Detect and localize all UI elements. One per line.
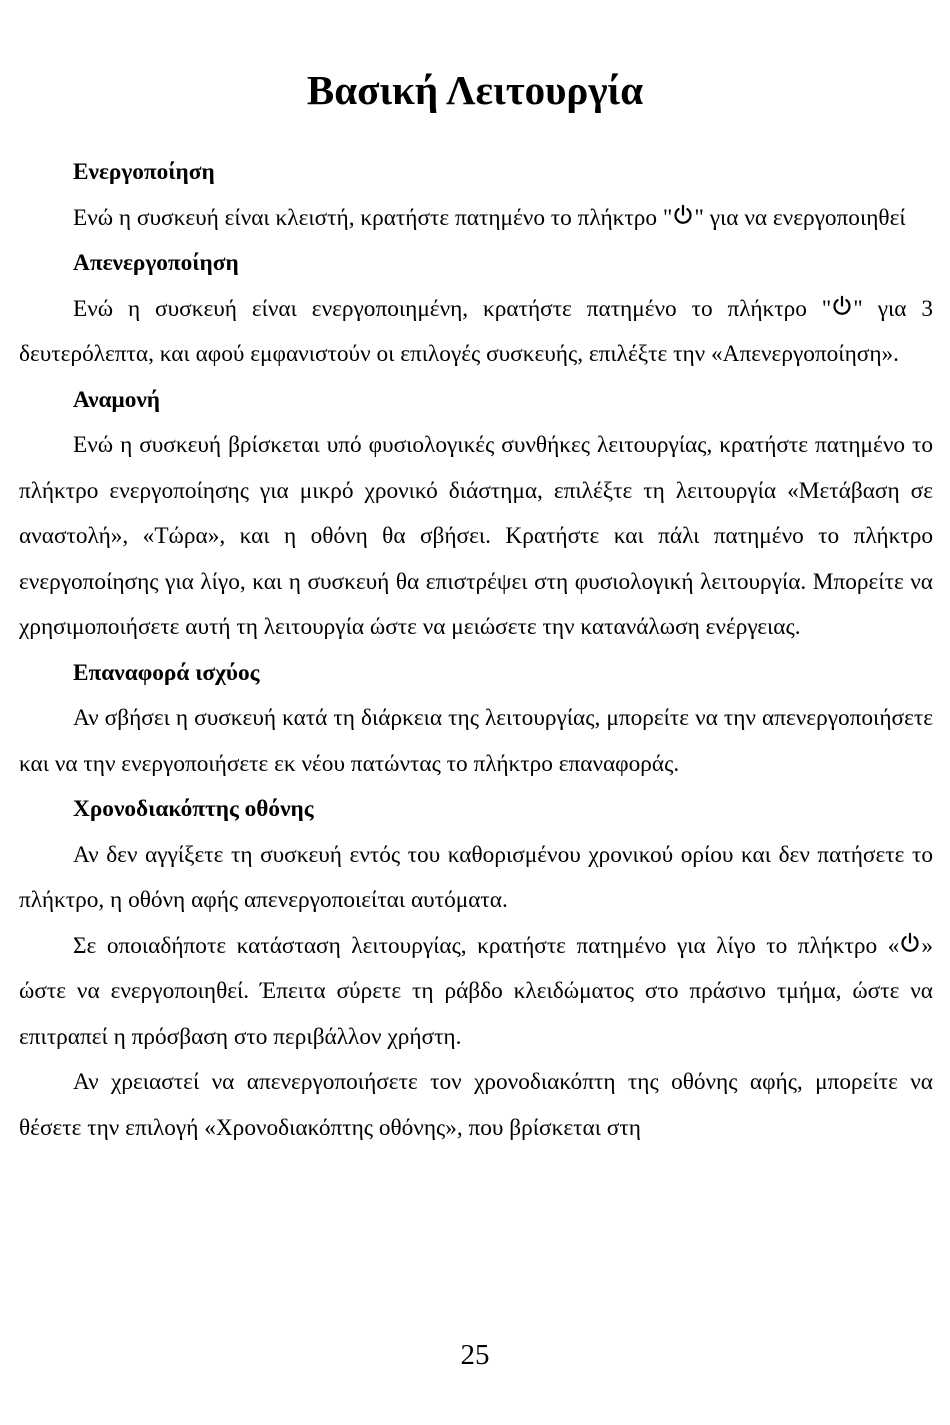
paragraph-power-off	[19, 287, 933, 378]
paragraph-screen-timeout-1: Αν δεν αγγίξετε τη συσκευή εντός του καθορισμένου χρονικού ορίου και δεν πατήσετε το πλήκτρο, η οθόνη αφής απενεργοποιείται αυτόματα.	[19, 841, 933, 913]
section-heading-screen-timeout: Χρονοδιακόπτης οθόνης	[73, 796, 314, 822]
power-icon	[831, 295, 853, 317]
section-heading-power-on: Ενεργοποίηση	[73, 159, 215, 185]
page-title: Βασική Λειτουργία	[306, 67, 644, 113]
section-heading-power-reset: Επαναφορά ισχύος	[73, 659, 260, 686]
paragraph-standby: Ενώ η συσκευή βρίσκεται υπό φυσιολογικές συνθήκες λειτουργίας, κρατήστε πατημένο το πλήκτρο ενεργοποίησης για μικρό χρονικό διάστημα, επιλέξτε τη λειτουργία «Μετάβαση σε αναστολή», «Τώρα», και η οθόνη θα σβήσει. Κρατήστε και πάλι πατημένο το πλήκτρο ενεργοποίησης για λίγο, και η συσκευή θα επιστρέψει στη φυσιολογική λειτουργία. Μπορείτε να χρησιμοποιήσετε αυτή τη λειτουργία ώστε να μειώσετε την κατανάλωση ενέργειας.	[19, 432, 933, 640]
paragraph-screen-timeout-3: Αν χρειαστεί να απενεργοποιήσετε τον χρονοδιακόπτη της οθόνης αφής, μπορείτε να θέσετε την επιλογή «Χρονοδιακόπτης οθόνης», που βρίσκεται στη	[19, 1069, 933, 1141]
text-fragment: » ώστε να ενεργοποιηθεί. Έπειτα σύρετε τη ράβδο κλειδώματος στο πράσινο τμήμα, ώστε να επιτραπεί η πρόσβαση στο περιβάλλον χρήστη.	[19, 932, 933, 1050]
text-fragment: " για 3 δευτερόλεπτα, και αφού εμφανιστούν οι επιλογές συσκευής, επιλέξτε την «Απενεργοποίηση».	[19, 295, 933, 367]
paragraph-screen-timeout-2	[19, 924, 933, 1061]
text-fragment: Σε οποιαδήποτε κατάσταση λειτουργίας, κρατήστε πατημένο για λίγο το πλήκτρο «	[73, 932, 900, 959]
paragraph-power-reset: Αν σβήσει η συσκευή κατά τη διάρκεια της λειτουργίας, μπορείτε να την απενεργοποιήσετε και να την ενεργοποιήσετε εκ νέου πατώντας το πλήκτρο επαναφοράς.	[19, 705, 933, 777]
page-number: 25	[460, 1339, 490, 1371]
section-heading-power-off: Απενεργοποίηση	[73, 250, 239, 276]
document-body	[19, 150, 933, 1151]
paragraph-power-on	[19, 196, 933, 242]
power-icon	[672, 204, 694, 226]
text-fragment: Ενώ η συσκευή είναι ενεργοποιημένη, κρατήστε πατημένο το πλήκτρο "	[73, 295, 832, 322]
power-icon	[899, 932, 921, 954]
section-heading-standby: Αναμονή	[73, 386, 160, 413]
text-fragment: " για να ενεργοποιηθεί	[694, 204, 906, 231]
text-fragment: Ενώ η συσκευή είναι κλειστή, κρατήστε πατημένο το πλήκτρο "	[73, 204, 673, 231]
